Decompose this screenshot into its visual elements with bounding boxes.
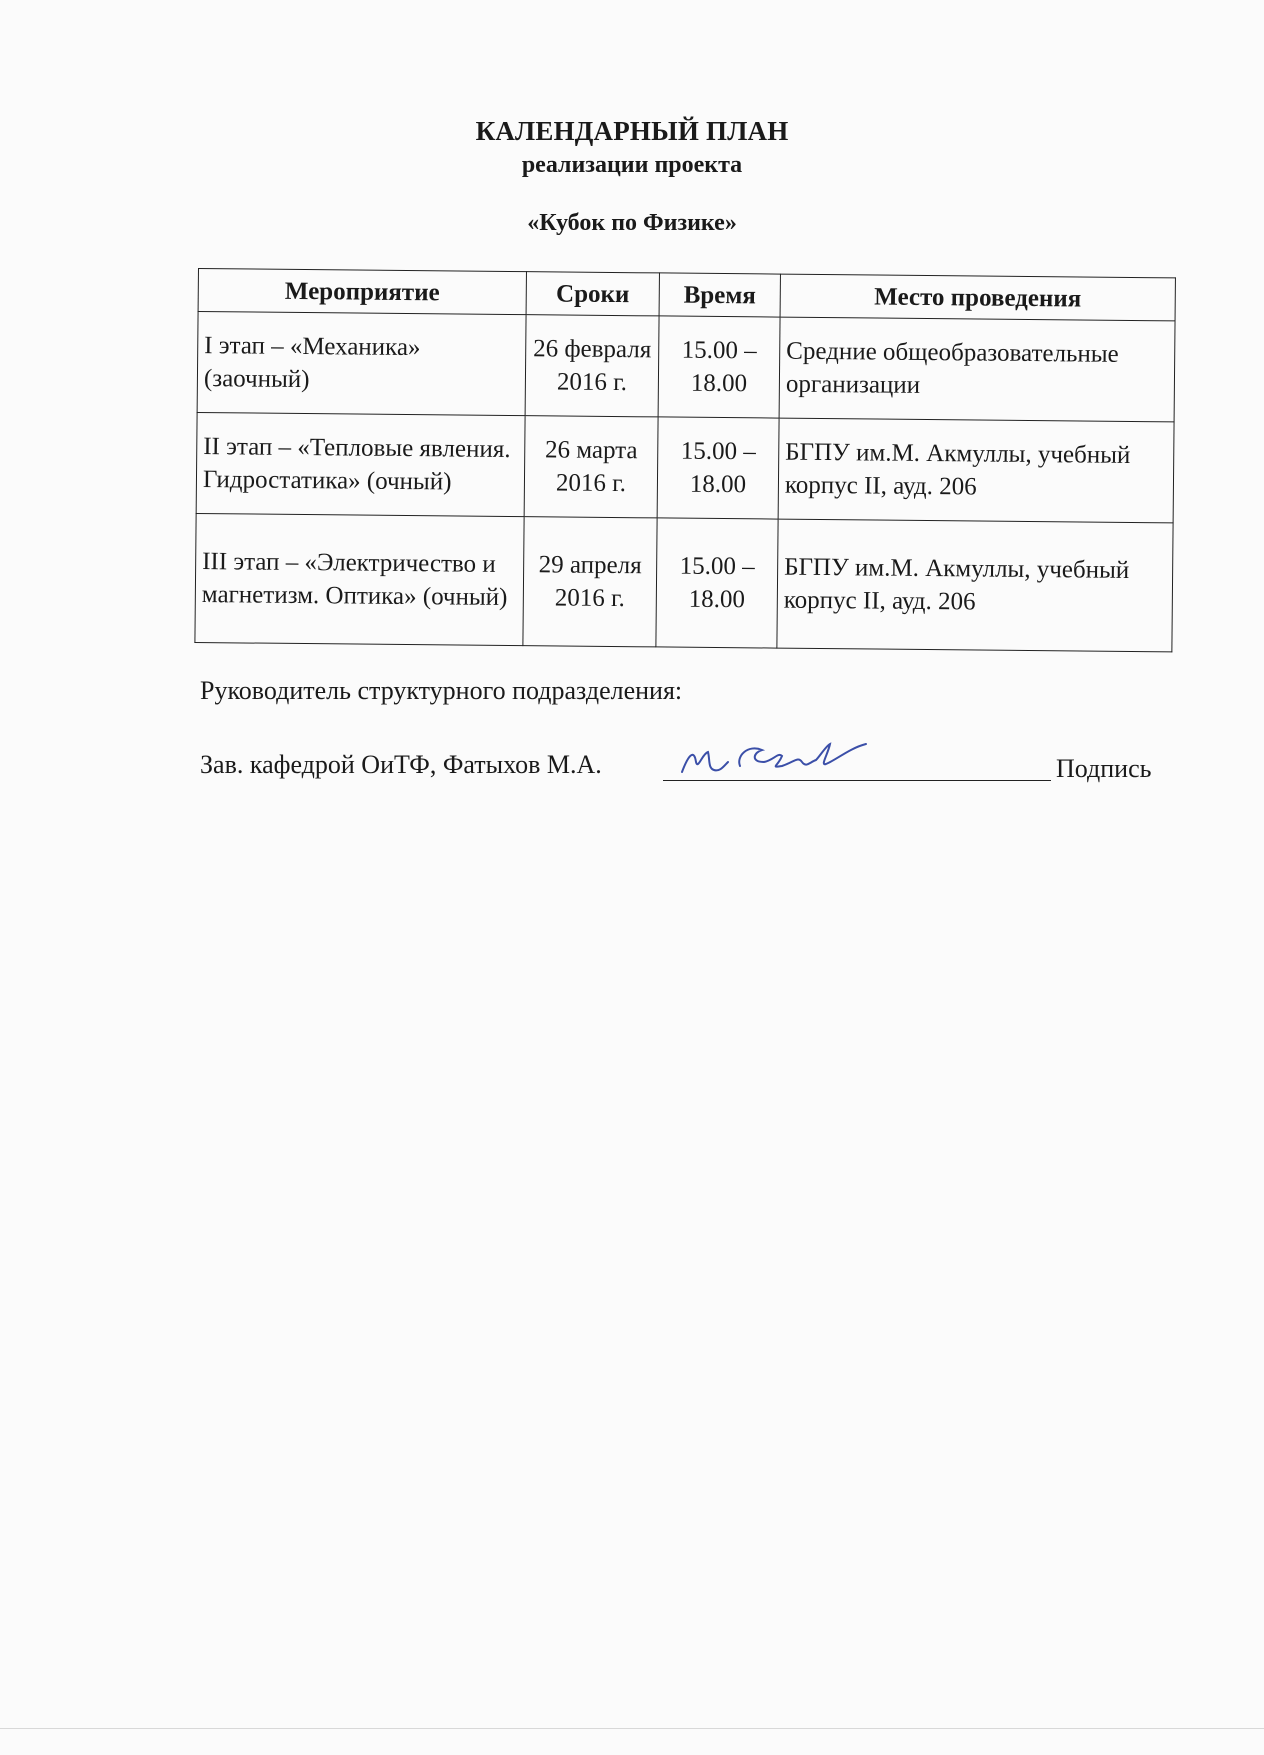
table-row — [195, 513, 1173, 651]
handwritten-signature — [670, 726, 920, 786]
project-name: «Кубок по Физике» — [527, 210, 737, 236]
document-subtitle: реализации проекта — [521, 152, 743, 178]
column-header-place: Место проведения — [780, 274, 1175, 321]
cell-time: 15.00 – 18.00 — [658, 316, 780, 418]
document-title: КАЛЕНДАРНЫЙ ПЛАН — [475, 116, 789, 146]
cell-event: I этап – «Механика» (заочный) — [197, 312, 526, 416]
calendar-plan-table — [194, 268, 1176, 652]
cell-time: 15.00 – 18.00 — [657, 417, 779, 519]
cell-date: 26 февраля 2016 г. — [525, 315, 659, 417]
cell-time: 15.00 – 18.00 — [656, 518, 778, 648]
table-row — [196, 412, 1174, 522]
column-header-event: Мероприятие — [198, 269, 526, 315]
cell-place: БГПУ им.М. Акмуллы, учебный корпус II, ауд. 206 — [777, 519, 1173, 652]
column-header-date: Сроки — [526, 272, 659, 316]
column-header-time: Время — [659, 273, 780, 317]
table-row — [197, 312, 1175, 422]
cell-date: 29 апреля 2016 г. — [523, 517, 657, 647]
head-of-department-name: Зав. кафедрой ОиТФ, Фатыхов М.А. — [200, 750, 602, 779]
cell-place: Средние общеобразовательные организации — [779, 317, 1175, 422]
scan-edge-line — [0, 1728, 1264, 1729]
cell-event: III этап – «Электричество и магнетизм. Оптика» (очный) — [195, 513, 524, 645]
signature-label: Подпись — [1056, 754, 1152, 783]
manager-label: Руководитель структурного подразделения: — [200, 676, 683, 705]
cell-place: БГПУ им.М. Акмуллы, учебный корпус II, ауд. 206 — [778, 418, 1174, 523]
cell-date: 26 марта 2016 г. — [524, 416, 658, 518]
cell-event: II этап – «Тепловые явления. Гидростатика» (очный) — [196, 412, 525, 516]
